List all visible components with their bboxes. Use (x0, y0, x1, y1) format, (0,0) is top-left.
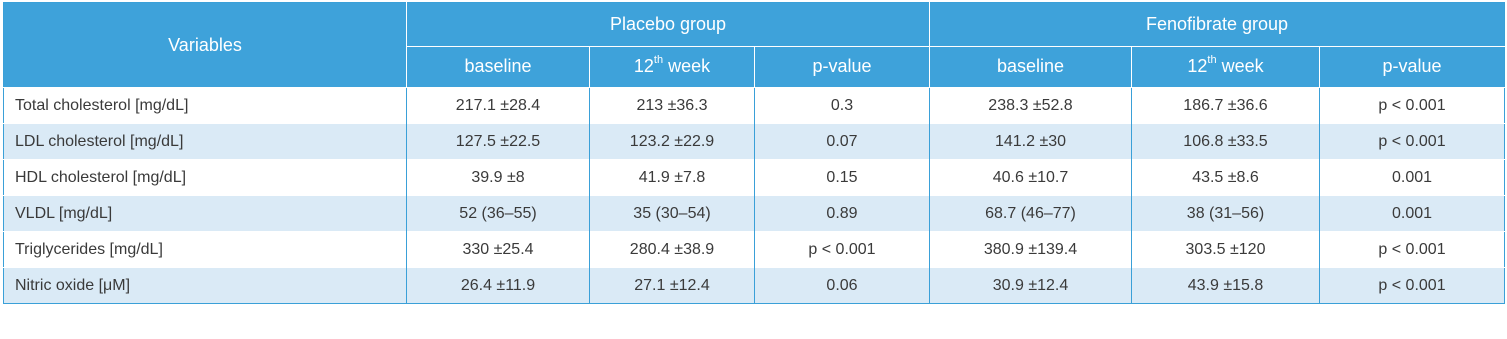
table-cell: 0.07 (755, 124, 930, 160)
fenofibrate-pvalue-header (1320, 46, 1505, 87)
table-row (4, 268, 1505, 304)
row-label: Nitric oxide [μM] (4, 268, 407, 304)
table-row (4, 124, 1505, 160)
row-label: LDL cholesterol [mg/dL] (4, 124, 407, 160)
table-row (4, 88, 1505, 124)
placebo-group-header: Placebo group (407, 3, 930, 47)
table-cell: p < 0.001 (1320, 88, 1505, 124)
table-row (4, 160, 1505, 196)
fenofibrate-group-header: Fenofibrate group (930, 3, 1505, 47)
table-cell: 52 (36–55) (407, 196, 590, 232)
placebo-baseline-header (407, 46, 590, 87)
table-cell: 40.6 ±10.7 (930, 160, 1132, 196)
table-row (4, 196, 1505, 232)
row-label: Total cholesterol [mg/dL] (4, 88, 407, 124)
table-cell: 30.9 ±12.4 (930, 268, 1132, 304)
table-cell: 303.5 ±120 (1132, 232, 1320, 268)
table-cell: 0.06 (755, 268, 930, 304)
fenofibrate-week12-header (1132, 46, 1320, 87)
table-cell: 106.8 ±33.5 (1132, 124, 1320, 160)
table-cell: 38 (31–56) (1132, 196, 1320, 232)
subheader-superscript: th (1207, 54, 1217, 67)
table-cell: 330 ±25.4 (407, 232, 590, 268)
subheader-text: 12 (1187, 56, 1208, 77)
subheader-text: p-value (812, 56, 872, 77)
table-cell: p < 0.001 (1320, 232, 1505, 268)
table-cell: 0.15 (755, 160, 930, 196)
subheader-text: baseline (464, 56, 532, 77)
table-cell: p < 0.001 (1320, 124, 1505, 160)
table-cell: 238.3 ±52.8 (930, 88, 1132, 124)
subheader-superscript: th (653, 54, 664, 67)
row-label: HDL cholesterol [mg/dL] (4, 160, 407, 196)
table-cell: 43.9 ±15.8 (1132, 268, 1320, 304)
subheader-suffix: week (1216, 56, 1264, 77)
table-body (4, 88, 1505, 304)
table-cell: 26.4 ±11.9 (407, 268, 590, 304)
table-cell: 41.9 ±7.8 (590, 160, 755, 196)
table-cell: 68.7 (46–77) (930, 196, 1132, 232)
placebo-week12-header (590, 46, 755, 87)
table-cell: 0.89 (755, 196, 930, 232)
table-cell: 280.4 ±38.9 (590, 232, 755, 268)
table-cell: 43.5 ±8.6 (1132, 160, 1320, 196)
table-cell: 123.2 ±22.9 (590, 124, 755, 160)
subheader-text: 12 (633, 56, 654, 77)
table-cell: 380.9 ±139.4 (930, 232, 1132, 268)
table-cell: 27.1 ±12.4 (590, 268, 755, 304)
table-cell: 213 ±36.3 (590, 88, 755, 124)
table-cell: 127.5 ±22.5 (407, 124, 590, 160)
subheader-suffix: week (663, 56, 711, 77)
table-cell: 0.001 (1320, 160, 1505, 196)
table-cell: 35 (30–54) (590, 196, 755, 232)
row-label: Triglycerides [mg/dL] (4, 232, 407, 268)
variables-header: Variables (4, 3, 407, 88)
subheader-text: baseline (996, 56, 1065, 77)
table-cell: 39.9 ±8 (407, 160, 590, 196)
subheader-text: p-value (1382, 56, 1442, 77)
data-table (3, 2, 1505, 304)
table-cell: p < 0.001 (755, 232, 930, 268)
table-cell: 141.2 ±30 (930, 124, 1132, 160)
table-cell: p < 0.001 (1320, 268, 1505, 304)
fenofibrate-baseline-header (930, 46, 1132, 87)
table-row (4, 232, 1505, 268)
table-cell: 186.7 ±36.6 (1132, 88, 1320, 124)
table-cell: 0.001 (1320, 196, 1505, 232)
table-cell: 217.1 ±28.4 (407, 88, 590, 124)
placebo-pvalue-header (755, 46, 930, 87)
table-header (4, 3, 1505, 88)
table-cell: 0.3 (755, 88, 930, 124)
row-label: VLDL [mg/dL] (4, 196, 407, 232)
